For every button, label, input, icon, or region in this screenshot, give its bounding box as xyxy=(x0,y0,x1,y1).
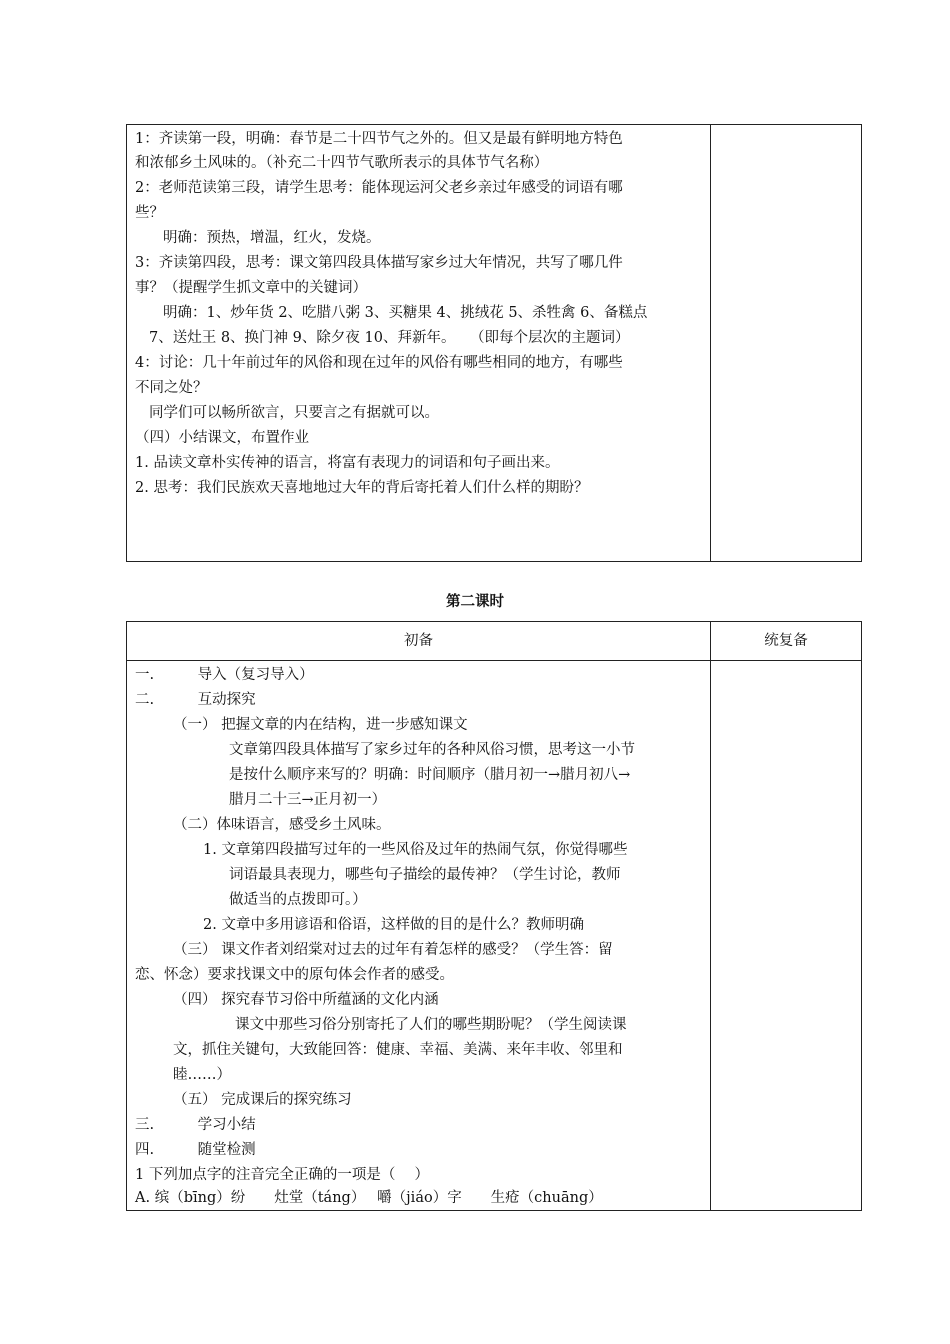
text-line: 明确：预热，增温，红火，发烧。 xyxy=(163,230,381,246)
lesson-plan-table xyxy=(126,621,862,1211)
text-line: 2. 文章中多用谚语和俗语，这样做的目的是什么？教师明确 xyxy=(203,917,584,933)
text-line: 1. 文章第四段描写过年的一些风俗及过年的热闹气氛，你觉得哪些 xyxy=(203,842,628,858)
text-line: （五） 完成课后的探究练习 xyxy=(173,1092,352,1108)
text-line: 词语最具表现力，哪些句子描绘的最传神？（学生讨论，教师 xyxy=(229,867,621,883)
text-line: 文，抓住关键句，大致能回答：健康、幸福、美满、来年丰收、邻里和 xyxy=(173,1042,623,1058)
text-line: （三） 课文作者刘绍棠对过去的过年有着怎样的感受？（学生答：留 xyxy=(173,942,613,958)
column-divider xyxy=(710,125,711,561)
text-line: 做适当的点拨即可。） xyxy=(229,892,367,908)
text-line: 文章第四段具体描写了家乡过年的各种风俗习惯，思考这一小节 xyxy=(229,742,635,758)
text-line: 2. 思考：我们民族欢天喜地地过大年的背后寄托着人们什么样的期盼？ xyxy=(135,480,589,496)
text-line: （四）小结课文，布置作业 xyxy=(135,430,309,446)
text-line: 7、送灶王 8、换门神 9、除夕夜 10、拜新年。 （即每个层次的主题词） xyxy=(149,330,630,346)
text-line: 1. 品读文章朴实传神的语言，将富有表现力的词语和句子画出来。 xyxy=(135,455,560,471)
text-line: 1 下列加点字的注音完全正确的一项是（ ） xyxy=(135,1167,429,1183)
text-line: 2：老师范读第三段，请学生思考：能体现运河父老乡亲过年感受的词语有哪 xyxy=(135,180,623,196)
text-line: （二）体味语言，感受乡土风味。 xyxy=(173,817,391,833)
text-line: 同学们可以畅所欲言，只要言之有据就可以。 xyxy=(149,405,439,421)
text-line: （一） 把握文章的内在结构，进一步感知课文 xyxy=(173,717,468,733)
text-line: （四） 探究春节习俗中所蕴涵的文化内涵 xyxy=(173,992,439,1008)
text-line: 三. 学习小结 xyxy=(135,1117,256,1133)
text-line: 是按什么顺序来写的？明确：时间顺序（腊月初一→腊月初八→ xyxy=(229,767,631,783)
text-line: 二. 互动探究 xyxy=(135,692,256,708)
text-line: 事？（提醒学生抓文章中的关键词） xyxy=(135,280,367,296)
section-title: 第二课时 xyxy=(446,594,504,610)
text-line: 腊月二十三→正月初一） xyxy=(229,792,387,808)
text-line: 3：齐读第四段，思考：课文第四段具体描写家乡过大年情况，共写了哪几件 xyxy=(135,255,623,271)
text-line: 4：讨论：几十年前过年的风俗和现在过年的风俗有哪些相同的地方，有哪些 xyxy=(135,355,623,371)
header-divider xyxy=(127,660,861,661)
header-unified-review: 统复备 xyxy=(764,633,808,649)
text-line: A. 缤（bīng）纷 灶堂（táng） 嚼（jiáo）字 生疮（chuāng） xyxy=(135,1190,603,1206)
text-line: 四. 随堂检测 xyxy=(135,1142,256,1158)
text-line: 睦……） xyxy=(173,1067,231,1083)
text-line: 和浓郁乡土风味的。（补充二十四节气歌所表示的具体节气名称） xyxy=(135,155,549,171)
text-line: 一. 导入（复习导入） xyxy=(135,667,314,683)
text-line: 1：齐读第一段，明确：春节是二十四节气之外的。但又是最有鲜明地方特色 xyxy=(135,131,623,147)
text-line: 些？ xyxy=(135,205,164,221)
text-line: 恋、怀念）要求找课文中的原句体会作者的感受。 xyxy=(135,967,454,983)
lesson-plan-table-continued xyxy=(126,124,862,562)
text-line: 明确：1、炒年货 2、吃腊八粥 3、买糖果 4、挑绒花 5、杀牲禽 6、备糕点 xyxy=(163,305,648,321)
text-line: 不同之处？ xyxy=(135,380,208,396)
column-divider xyxy=(710,622,711,1210)
text-line: 课文中那些习俗分别寄托了人们的哪些期盼呢？（学生阅读课 xyxy=(235,1017,627,1033)
header-initial-prep: 初备 xyxy=(404,633,433,649)
